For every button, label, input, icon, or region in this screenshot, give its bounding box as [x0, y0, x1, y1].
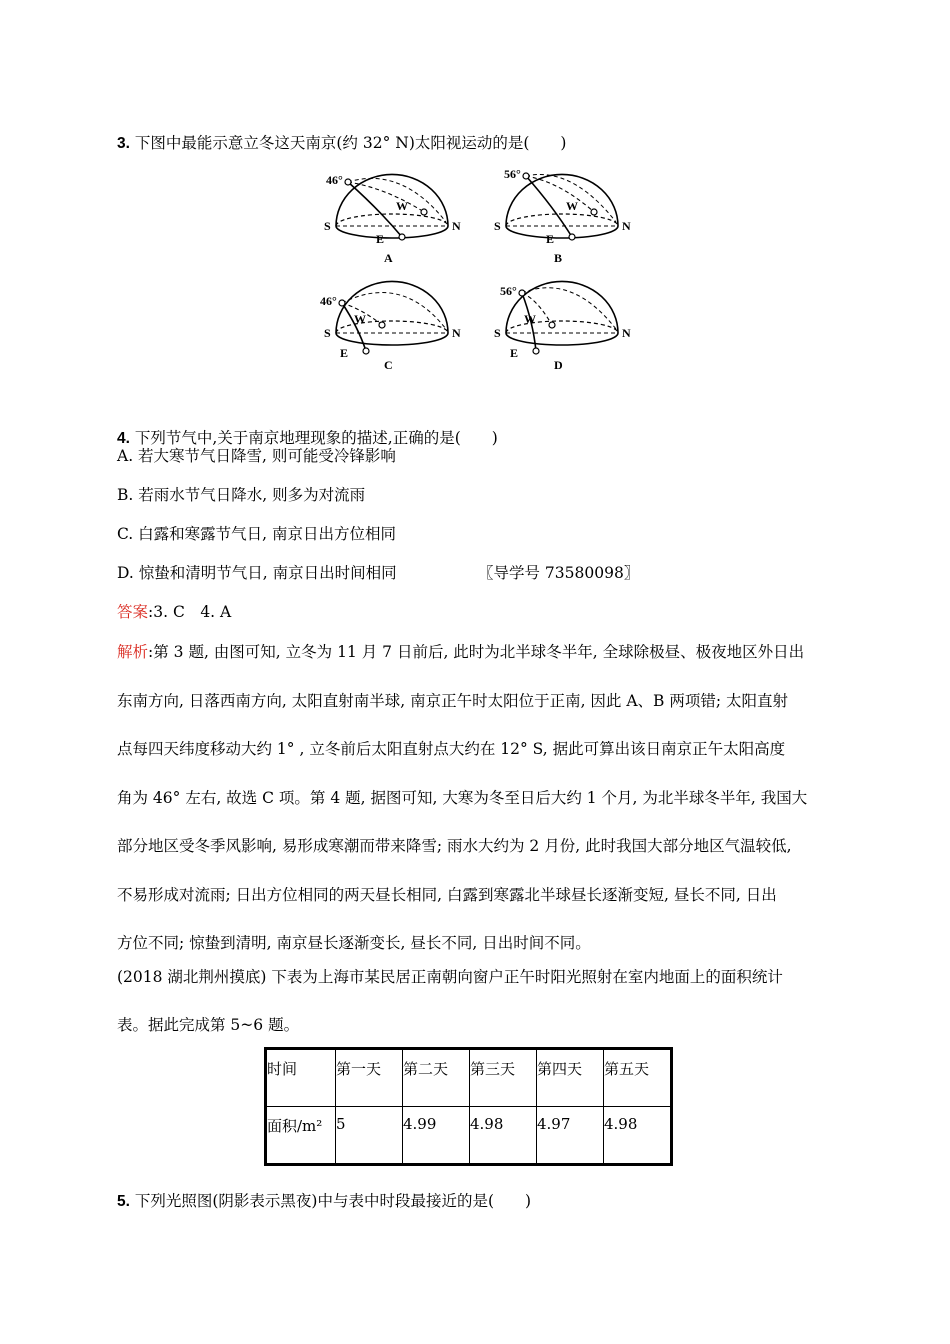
question-3: [117, 131, 566, 153]
sun-path-setting: [348, 182, 424, 212]
hemisphere-dome: [336, 174, 448, 226]
analysis-line-2: 东南方向, 日落西南方向, 太阳直射南半球, 南京正午时太阳位于正南, 因此 A、B 两项错; 太阳直射: [117, 692, 789, 710]
sun-angle-label: 46°: [320, 294, 337, 308]
sun-path-rising: [348, 182, 402, 237]
option-a: A. 若大寒节气日降雪, 则可能受冷锋影响: [117, 447, 396, 465]
analysis-line-5: 部分地区受冬季风影响, 易形成寒潮而带来降雪; 雨水大约为 2 月份, 此时我国大部分地区气温较低,: [117, 837, 792, 855]
reference-number: 〖导学号 73580098〗: [478, 564, 640, 582]
question-text: 下列光照图(阴影表示黑夜)中与表中时段最接近的是( ): [134, 1192, 532, 1210]
area-table: [264, 1047, 673, 1166]
analysis-line-7: 方位不同; 惊蛰到清明, 南京昼长逐渐变长, 昼长不同, 日出时间不同。: [117, 934, 591, 952]
hemisphere-dome: [506, 281, 618, 333]
sunset-point: [421, 209, 427, 215]
east-label: E: [510, 346, 519, 360]
question-text: 下图中最能示意立冬这天南京(约 32° N)太阳视运动的是( ): [134, 134, 567, 152]
table-cell: 第一天: [336, 1049, 403, 1107]
horizon-front: [336, 226, 448, 238]
south-label: S: [494, 326, 501, 340]
diagram-letter: C: [384, 358, 393, 372]
west-label: W: [396, 199, 408, 213]
sunrise-point: [533, 348, 539, 354]
analysis-text: :第 3 题, 由图可知, 立冬为 11 月 7 日前后, 此时为北半球冬半年, 全球除极昼、极夜地区外日出: [148, 643, 805, 661]
question-text: 下列节气中,关于南京地理现象的描述,正确的是( ): [134, 429, 498, 447]
north-label: N: [622, 326, 631, 340]
sun-top-point: [345, 179, 351, 185]
table-cell: 第三天: [470, 1049, 537, 1107]
sunrise-point: [399, 234, 405, 240]
hemisphere-dome: [336, 281, 448, 333]
north-label: N: [622, 219, 631, 233]
sun-path-diagram-c: [318, 275, 468, 384]
question-number: 5.: [117, 1193, 130, 1210]
sun-angle-label: 46°: [326, 173, 343, 187]
horizon-front: [506, 333, 618, 345]
table-cell: 第四天: [537, 1049, 604, 1107]
horizon-front: [506, 226, 618, 238]
table-cell: 4.99: [403, 1107, 470, 1165]
east-label: E: [546, 232, 555, 246]
meridian-arc: [522, 288, 616, 329]
sunrise-point: [363, 348, 369, 354]
table-row: [266, 1107, 672, 1165]
table-cell: 第五天: [604, 1049, 672, 1107]
diagram-letter: A: [384, 251, 393, 265]
sun-path-diagram-b: [488, 168, 638, 277]
south-label: S: [494, 219, 501, 233]
analysis-line-3: 点每四天纬度移动大约 1° , 立冬前后太阳直射点大约在 12° S, 据此可算出该日南京正午太阳高度: [117, 740, 786, 758]
north-label: N: [452, 219, 461, 233]
west-label: W: [354, 312, 366, 326]
hemisphere-dome: [506, 174, 618, 226]
sun-top-point: [339, 300, 345, 306]
table-cell: 4.98: [470, 1107, 537, 1165]
intro-line-2: 表。据此完成第 5~6 题。: [117, 1016, 300, 1034]
horizon-back: [336, 321, 448, 333]
option-c: C. 白露和寒露节气日, 南京日出方位相同: [117, 525, 397, 543]
sunset-point: [549, 322, 555, 328]
north-label: N: [452, 326, 461, 340]
south-label: S: [324, 219, 331, 233]
sun-path-diagram-a: [318, 168, 468, 277]
analysis-line-1: [117, 640, 804, 662]
table-header-row: [266, 1049, 672, 1107]
question-number: 4.: [117, 430, 130, 447]
table-cell: 第二天: [403, 1049, 470, 1107]
intro-line-1: (2018 湖北荆州摸底) 下表为上海市某民居正南朝向窗户正午时阳光照射在室内地面上的面积统计: [117, 968, 783, 986]
analysis-line-4: 角为 46° 左右, 故选 C 项。第 4 题, 据图可知, 大寒为冬至日后大约 1 个月, 为北半球冬半年, 我国大: [117, 789, 808, 807]
west-label: W: [566, 199, 578, 213]
option-d-text: D. 惊蛰和清明节气日, 南京日出时间相同: [117, 564, 397, 582]
sun-angle-label: 56°: [500, 284, 517, 298]
east-label: E: [376, 232, 385, 246]
horizon-back: [506, 214, 618, 226]
answer-label: 答案: [117, 603, 149, 621]
sun-angle-label: 56°: [504, 167, 521, 181]
sunrise-point: [569, 234, 575, 240]
option-d: [117, 561, 397, 583]
sun-path-setting: [526, 176, 594, 212]
diagram-letter: B: [554, 251, 563, 265]
diagram-letter: D: [554, 358, 563, 372]
question-5: [117, 1189, 531, 1211]
sunset-point: [379, 322, 385, 328]
answer: [117, 600, 231, 622]
sun-top-point: [523, 173, 529, 179]
option-b: B. 若雨水节气日降水, 则多为对流雨: [117, 486, 366, 504]
analysis-line-6: 不易形成对流雨; 日出方位相同的两天昼长相同, 白露到寒露北半球昼长逐渐变短, 昼长不同, 日出: [117, 886, 777, 904]
horizon-back: [506, 321, 618, 333]
east-label: E: [340, 346, 349, 360]
horizon-back: [336, 214, 448, 226]
sun-top-point: [519, 290, 525, 296]
west-label: W: [524, 312, 536, 326]
sunset-point: [591, 209, 597, 215]
table-cell: 时间: [266, 1049, 336, 1107]
answer-text: :3. C 4. A: [148, 603, 232, 621]
sun-path-diagram-d: [488, 275, 638, 384]
table-cell: 4.98: [604, 1107, 672, 1165]
table-cell: 4.97: [537, 1107, 604, 1165]
table-cell: 5: [336, 1107, 403, 1165]
question-number: 3.: [117, 135, 130, 152]
analysis-label: 解析: [117, 643, 149, 661]
south-label: S: [324, 326, 331, 340]
horizon-front: [336, 333, 448, 345]
table-cell: 面积/m²: [266, 1107, 336, 1165]
